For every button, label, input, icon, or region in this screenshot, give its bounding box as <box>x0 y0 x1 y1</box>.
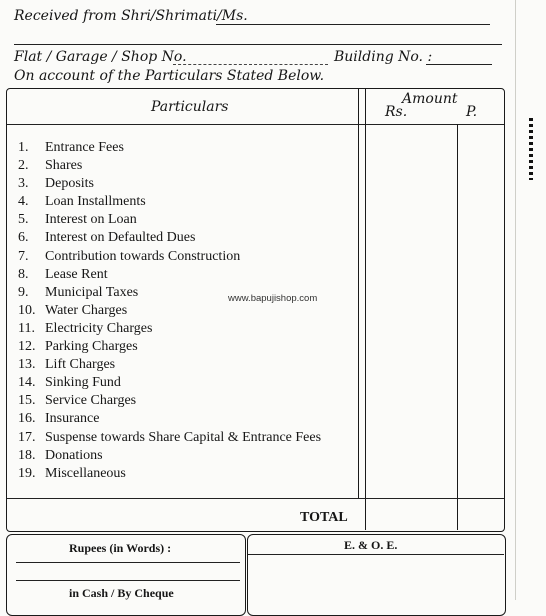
item-label: Electricity Charges <box>45 320 153 336</box>
item-label: Municipal Taxes <box>45 284 139 300</box>
item-number: 19. <box>18 465 36 481</box>
list-item <box>18 465 321 483</box>
flat-no-field[interactable] <box>173 64 328 65</box>
item-label: Deposits <box>45 176 94 192</box>
item-label: Insurance <box>45 411 100 427</box>
item-label: Parking Charges <box>45 339 138 355</box>
item-label: Service Charges <box>45 393 137 409</box>
list-item <box>18 157 321 175</box>
list-item <box>18 211 321 229</box>
list-item <box>18 429 321 447</box>
eoe-label: E. & O. E. <box>344 538 398 552</box>
received-from-field[interactable] <box>216 24 490 25</box>
list-item <box>18 248 321 266</box>
item-number: 15. <box>18 393 36 409</box>
rupees-words-label: Rupees (in Words) : <box>69 541 172 555</box>
eoe-divider <box>248 554 504 555</box>
item-number: 14. <box>18 375 36 391</box>
list-item <box>18 338 321 356</box>
received-from-field-line-2[interactable] <box>14 44 502 45</box>
received-from-label: Received from Shri/Shrimati/Ms. <box>14 8 248 24</box>
list-item <box>18 447 321 465</box>
building-no-label: Building No. : <box>334 49 433 65</box>
building-no-field[interactable] <box>426 64 492 65</box>
list-item <box>18 374 321 392</box>
rupees-words-field-line-2[interactable] <box>16 580 240 581</box>
item-label: Shares <box>45 158 83 174</box>
item-label: Entrance Fees <box>45 140 124 155</box>
particulars-header: Particulars <box>151 99 229 115</box>
list-item <box>18 392 321 410</box>
list-item <box>18 320 321 338</box>
item-number: 2. <box>18 158 29 174</box>
rs-header: Rs. <box>385 104 408 120</box>
total-label: TOTAL <box>300 510 348 525</box>
list-item <box>18 266 321 284</box>
list-item <box>18 193 321 211</box>
page-edge <box>515 0 516 600</box>
particulars-column-divider <box>358 89 359 498</box>
item-label: Water Charges <box>45 302 128 318</box>
rupees-words-field[interactable] <box>16 562 240 563</box>
item-label: Contribution towards Construction <box>45 248 241 264</box>
item-label: Suspense towards Share Capital & Entrance Fees <box>45 429 322 445</box>
item-number: 3. <box>18 176 29 192</box>
flat-no-label: Flat / Garage / Shop No. <box>14 49 187 65</box>
item-label: Miscellaneous <box>45 465 126 481</box>
item-label: Interest on Defaulted Dues <box>45 230 196 246</box>
item-number: 9. <box>18 284 29 300</box>
list-item <box>18 356 321 374</box>
list-item <box>18 139 321 157</box>
amount-header: Amount <box>402 91 458 107</box>
item-number: 11. <box>18 320 35 336</box>
item-number: 4. <box>18 194 29 210</box>
item-label: Interest on Loan <box>45 212 137 228</box>
list-item <box>18 302 321 320</box>
item-label: Donations <box>45 447 103 463</box>
item-number: 13. <box>18 357 36 373</box>
header-divider <box>7 124 504 125</box>
list-item <box>18 175 321 193</box>
list-item <box>18 229 321 247</box>
item-number: 5. <box>18 212 29 228</box>
item-number: 18. <box>18 447 36 463</box>
amount-column-divider <box>365 89 366 530</box>
item-label: Sinking Fund <box>45 375 121 391</box>
total-paise-cell[interactable] <box>459 500 502 529</box>
item-number: 6. <box>18 230 29 246</box>
item-number: 1. <box>18 140 29 155</box>
item-label: Lift Charges <box>45 357 116 373</box>
cash-cheque-label: in Cash / By Cheque <box>69 586 174 600</box>
item-number: 10. <box>18 302 36 318</box>
binding-mark <box>529 118 533 180</box>
item-number: 16. <box>18 411 36 427</box>
particulars-list <box>18 139 321 483</box>
item-number: 17. <box>18 429 36 445</box>
total-divider <box>7 498 504 499</box>
item-number: 8. <box>18 266 29 282</box>
paise-column-divider <box>457 124 458 530</box>
watermark: www.bapujishop.com <box>228 293 318 304</box>
list-item <box>18 410 321 428</box>
total-rs-cell[interactable] <box>367 500 456 529</box>
account-label: On account of the Particulars Stated Below. <box>14 68 325 84</box>
item-number: 12. <box>18 339 36 355</box>
item-label: Loan Installments <box>45 194 146 210</box>
item-number: 7. <box>18 248 29 264</box>
item-label: Lease Rent <box>45 266 108 282</box>
paise-header: P. <box>466 104 478 120</box>
